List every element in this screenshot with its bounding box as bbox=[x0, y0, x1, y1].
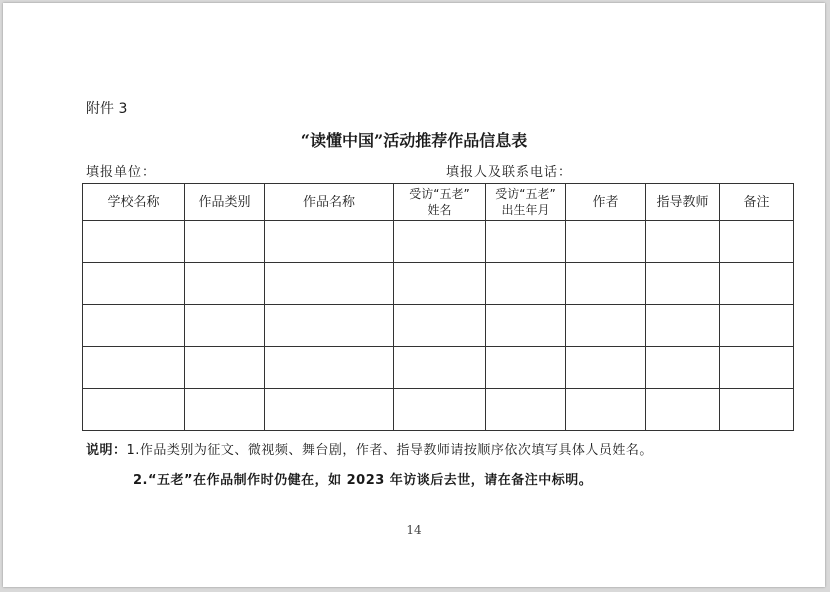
table-cell[interactable] bbox=[646, 263, 720, 305]
header-row bbox=[83, 184, 794, 221]
header-instructor: 指导教师 bbox=[646, 184, 720, 221]
table-cell[interactable] bbox=[646, 389, 720, 431]
table-cell[interactable] bbox=[566, 305, 646, 347]
table-cell[interactable] bbox=[265, 263, 394, 305]
table-cell[interactable] bbox=[83, 221, 185, 263]
header-interviewee-name: 受访“五老” 姓名 bbox=[394, 184, 486, 221]
table-cell[interactable] bbox=[265, 305, 394, 347]
filler-contact-label: 填报人及联系电话： bbox=[446, 165, 573, 180]
table-cell[interactable] bbox=[83, 263, 185, 305]
table-cell[interactable] bbox=[394, 389, 486, 431]
table-cell[interactable] bbox=[185, 305, 265, 347]
table-cell[interactable] bbox=[185, 221, 265, 263]
table-cell[interactable] bbox=[720, 221, 794, 263]
table-cell[interactable] bbox=[83, 389, 185, 431]
attachment-label: 附件 3 bbox=[86, 101, 128, 117]
page-title: “读懂中国”活动推荐作品信息表 bbox=[300, 131, 528, 150]
header-school-name: 学校名称 bbox=[83, 184, 185, 221]
table-cell[interactable] bbox=[486, 221, 566, 263]
table-cell[interactable] bbox=[265, 221, 394, 263]
table-cell[interactable] bbox=[646, 347, 720, 389]
header-interviewee-birth: 受访“五老” 出生年月 bbox=[486, 184, 566, 221]
fill-unit-label: 填报单位： bbox=[86, 165, 157, 180]
document-page bbox=[3, 3, 825, 587]
page-number: 14 bbox=[406, 523, 422, 537]
table-cell[interactable] bbox=[720, 305, 794, 347]
table-cell[interactable] bbox=[83, 347, 185, 389]
table-row bbox=[83, 263, 794, 305]
table-cell[interactable] bbox=[566, 221, 646, 263]
table-cell[interactable] bbox=[185, 347, 265, 389]
table-cell[interactable] bbox=[720, 263, 794, 305]
table-cell[interactable] bbox=[566, 389, 646, 431]
table-row bbox=[83, 221, 794, 263]
table-cell[interactable] bbox=[486, 347, 566, 389]
table-cell[interactable] bbox=[566, 263, 646, 305]
note-line-1: 说明：1.作品类别为征文、微视频、舞台剧，作者、指导教师请按顺序依次填写具体人员姓名。 bbox=[86, 443, 653, 458]
table-cell[interactable] bbox=[394, 263, 486, 305]
header-author: 作者 bbox=[566, 184, 646, 221]
table-row bbox=[83, 347, 794, 389]
header-work-category: 作品类别 bbox=[185, 184, 265, 221]
header-work-name: 作品名称 bbox=[265, 184, 394, 221]
table-cell[interactable] bbox=[185, 389, 265, 431]
table-cell[interactable] bbox=[720, 389, 794, 431]
table-cell[interactable] bbox=[394, 305, 486, 347]
table-cell[interactable] bbox=[566, 347, 646, 389]
table-row bbox=[83, 305, 794, 347]
info-table bbox=[82, 183, 794, 431]
table-cell[interactable] bbox=[646, 305, 720, 347]
table-cell[interactable] bbox=[265, 389, 394, 431]
note-line-2: 2.“五老”在作品制作时仍健在，如 2023 年访谈后去世，请在备注中标明。 bbox=[133, 473, 593, 488]
table-cell[interactable] bbox=[265, 347, 394, 389]
table-cell[interactable] bbox=[83, 305, 185, 347]
header-remarks: 备注 bbox=[720, 184, 794, 221]
table-cell[interactable] bbox=[486, 263, 566, 305]
table-cell[interactable] bbox=[646, 221, 720, 263]
table-row bbox=[83, 389, 794, 431]
table-cell[interactable] bbox=[185, 263, 265, 305]
table-cell[interactable] bbox=[486, 305, 566, 347]
table-cell[interactable] bbox=[394, 221, 486, 263]
table-cell[interactable] bbox=[720, 347, 794, 389]
table-cell[interactable] bbox=[394, 347, 486, 389]
table-cell[interactable] bbox=[486, 389, 566, 431]
